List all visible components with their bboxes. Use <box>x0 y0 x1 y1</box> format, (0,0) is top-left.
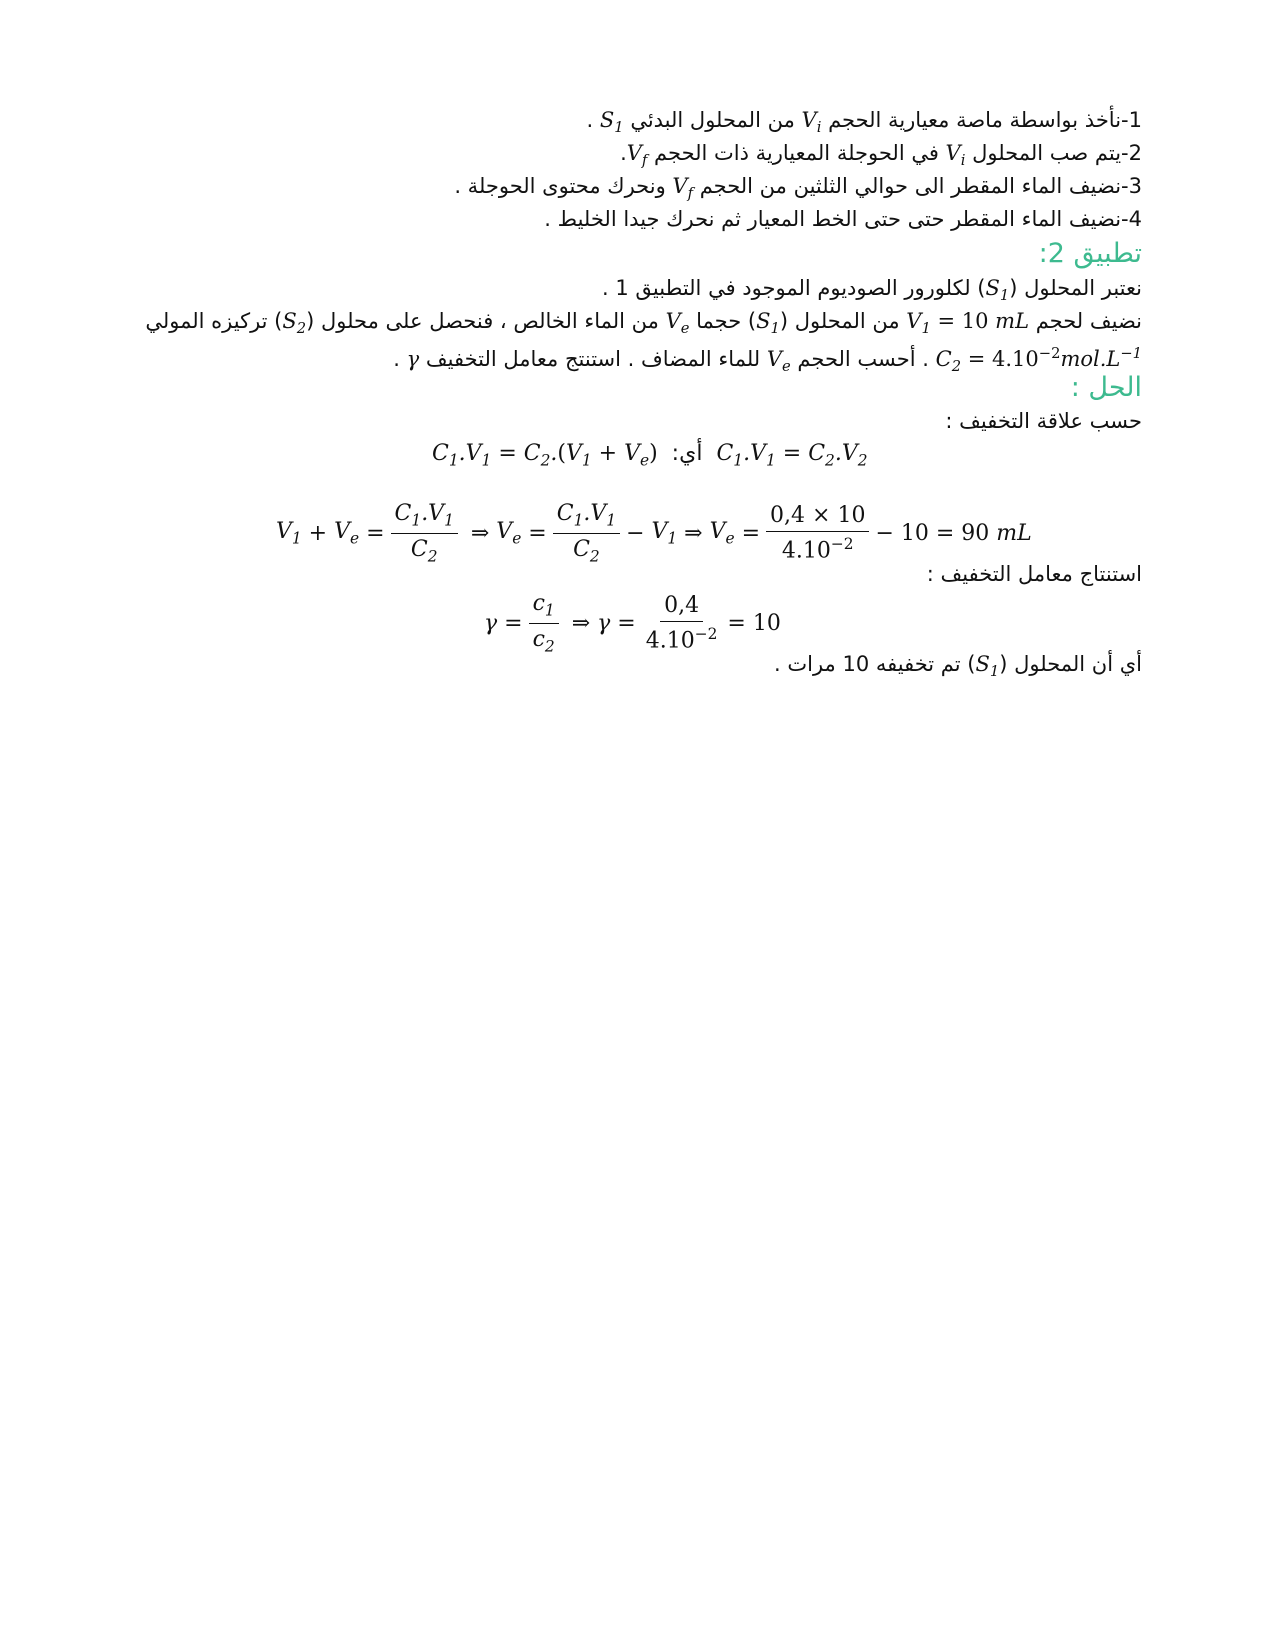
solution-title: الحل : <box>1070 372 1142 403</box>
equation-2: $V_1$ + $V_e$ = $\frac{C_1.V_1}{C_2}$ ⇒ $V_e$ = $\frac{C_1.V_1}{C_2}$ − $V_1$ ⇒ $V_e$ = $\frac{0,4 \times 10}{4.10^{-2}}$ − 10 = 90 mL <box>276 501 1032 565</box>
statement-2: نضيف لحجم $V_1 = 10$ mL من المحلول $(S_1)$ حجما $V_e$ من الماء الخالص ، فنحصل على محلول $(S_2)$ تركيزه المولي <box>145 309 1142 338</box>
step-3: 3-نضيف الماء المقطر الى حوالي الثلثين من الحجم $V_f$ ونحرك محتوى الحوجلة . <box>454 174 1142 203</box>
application-title: تطبيق 2: <box>1038 238 1142 269</box>
conclusion: أي أن المحلول $(S_1)$ تم تخفيفه 10 مرات . <box>774 652 1142 681</box>
step-2: 2-يتم صب المحلول $V_i$ في الحوجلة المعيارية ذات الحجم $V_f$. <box>620 141 1142 170</box>
statement-3: $C_2 = 4.10^{-2}mol.L^{-1}$ . أحسب الحجم $V_e$ للماء المضاف . استنتج معامل التخفيف γ . <box>393 345 1142 376</box>
factor-label: استنتاج معامل التخفيف : <box>926 562 1142 586</box>
step-1: 1-نأخذ بواسطة ماصة معيارية الحجم $V_i$ من المحلول البدئي $S_1$ . <box>586 108 1142 137</box>
equation-1: $C_1.V_1 = C_2.(V_1 + V_e)$ :أي $C_1.V_1 = C_2.V_2$ <box>432 440 868 470</box>
statement-1: نعتبر المحلول $(S_1)$ لكلورور الصوديوم الموجود في التطبيق 1 . <box>602 276 1142 305</box>
equation-3: γ = $\frac{c_1}{c_2}$ ⇒ γ = $\frac{0,4}{4.10^{-2}}$ = 10 <box>484 591 781 655</box>
step-4: 4-نضيف الماء المقطر حتى حتى الخط المعيار ثم نحرك جيدا الخليط . <box>544 207 1142 231</box>
dilution-relation-label: حسب علاقة التخفيف : <box>945 409 1142 433</box>
